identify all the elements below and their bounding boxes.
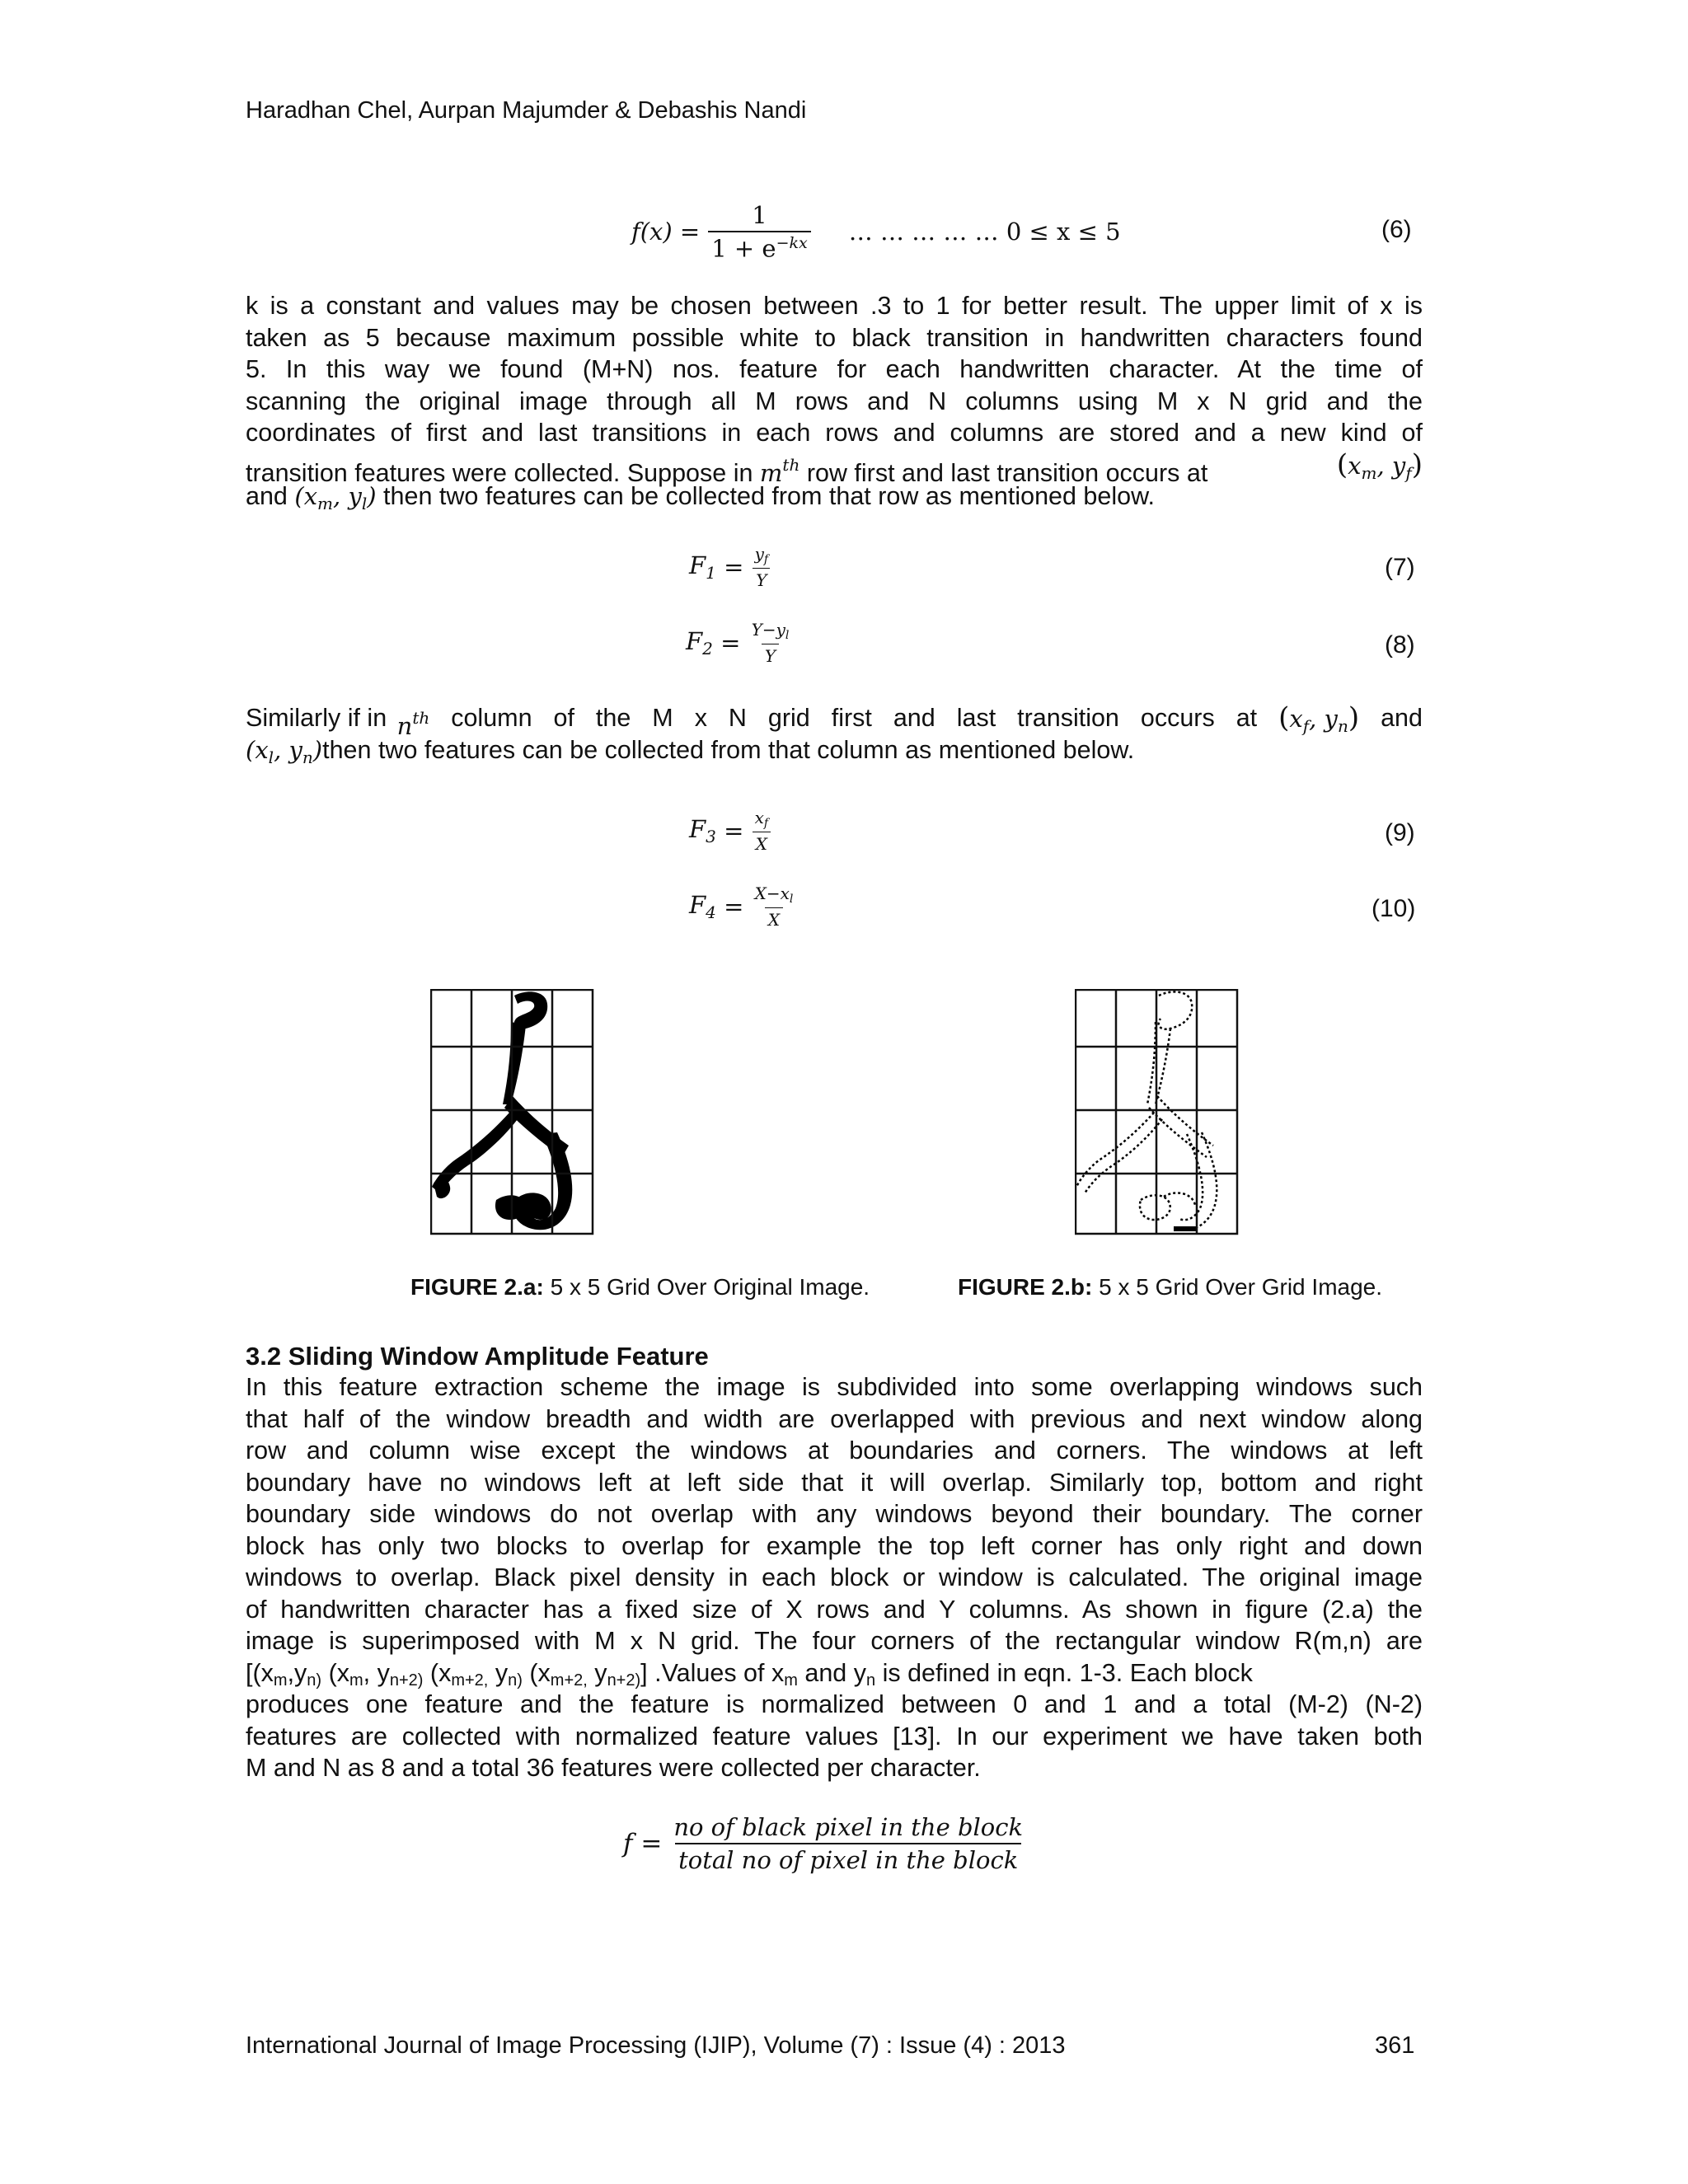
equation-density: f = $\frac{\text{no of black pixel in the block}}{\text{total no of pixel in the block}}$	[623, 1813, 1026, 1874]
text-line: row and column wise except the windows at boundaries and corners. The windows at left	[246, 1436, 1423, 1465]
figure-2b-image	[1075, 989, 1240, 1236]
text-line: M and N as 8 and a total 36 features were collected per character.	[246, 1754, 981, 1782]
paragraph-3	[246, 1371, 1423, 1784]
text-line: image is superimposed with M x N grid. The four corners of the rectangular window R(m,n) are	[246, 1627, 1423, 1655]
eq6-lhs: f(x) =	[631, 218, 701, 246]
text-line: transition features were collected. Suppose in $m^{th}$ row first and last transition occurs at ($x_m$, $y_f$)	[246, 448, 1423, 487]
equation-8: $F_2$ = $\frac{Y-y_l}{Y}$	[686, 620, 790, 666]
eq9-number: (9)	[1385, 819, 1415, 846]
eq6-numerator: 1	[752, 200, 767, 229]
text-line: ($x_l$, $y_n)then$ two features can be collected from that column as mentioned below.	[246, 735, 1135, 767]
text-line: boundary side windows do not overlap with any windows beyond their boundary. The corner	[246, 1500, 1423, 1528]
text-line: [(xm,yn) (xm, yn+2) (xm+2, yn) (xm+2, yn+2)] .Values of xm and yn is defined in eqn. 1-3. Each block	[246, 1658, 1253, 1690]
equation-7: $F_1$ = $\frac{y_f}{Y}$	[689, 544, 771, 590]
text-line: produces one feature and the feature is normalized between 0 and 1 and a total (M-2) (N-2)	[246, 1690, 1423, 1718]
figure-2a-caption: FIGURE 2.a: 5 x 5 Grid Over Original Image.	[410, 1274, 870, 1300]
text-line: and ($x_m$, $y_l$) then two features can be collected from that row as mentioned below.	[246, 482, 1155, 513]
eq6-exponent: −kx	[776, 233, 808, 252]
text-line: Similarly if in $n^{th}$ column of the M x N grid first and last transition occurs at ($x_f$, $y_n$) and	[246, 701, 1423, 740]
eq7-number: (7)	[1385, 554, 1415, 581]
eq11-numerator: no of black pixel in the block	[673, 1813, 1024, 1841]
text-line: boundary have no windows left at left side that it will overlap. Similarly top, bottom and right	[246, 1468, 1423, 1497]
page-number: 361	[1375, 2032, 1415, 2059]
equation-10: $F_4$ = $\frac{X-x_l}{X}$	[689, 883, 794, 930]
eq6-fraction	[708, 201, 811, 263]
eq11-denominator: total no of pixel in the block	[675, 1843, 1021, 1874]
section-heading: 3.2 Sliding Window Amplitude Feature	[246, 1342, 709, 1371]
text-line: In this feature extraction scheme the image is subdivided into some overlapping windows such	[246, 1373, 1423, 1401]
figure-2b-caption: FIGURE 2.b: 5 x 5 Grid Over Grid Image.	[958, 1274, 1383, 1300]
text-line: coordinates of first and last transitions in each rows and columns are stored and a new kind of	[246, 419, 1423, 447]
text-line: that half of the window breadth and width are overlapped with previous and next window along	[246, 1404, 1423, 1433]
eq6-number: (6)	[1381, 216, 1412, 243]
text-line: scanning the original image through all M rows and N columns using M x N grid and the	[246, 387, 1423, 415]
text-line: block has only two blocks to overlap for example the top left corner has only right and down	[246, 1531, 1423, 1560]
text-line: 5. In this way we found (M+N) nos. feature for each handwritten character. At the time of	[246, 355, 1423, 383]
eq6-denominator: 1 + e	[711, 234, 776, 263]
text-line: k is a constant and values may be chosen between .3 to 1 for better result. The upper limit of x is	[246, 292, 1423, 320]
figure-2a-image	[430, 989, 595, 1236]
eq8-number: (8)	[1385, 631, 1415, 658]
paragraph-1	[246, 290, 1423, 513]
text-line: windows to overlap. Black pixel density in each block or window is calculated. The original image	[246, 1563, 1423, 1591]
text-line: features are collected with normalized feature values [13]. In our experiment we have taken both	[246, 1722, 1423, 1750]
running-header: Haradhan Chel, Aurpan Majumder & Debashis Nandi	[246, 97, 807, 124]
paragraph-2	[246, 702, 1423, 766]
journal-footer: International Journal of Image Processing (IJIP), Volume (7) : Issue (4) : 2013	[246, 2032, 1066, 2059]
equation-9: $F_3$ = $\frac{x_f}{X}$	[689, 808, 771, 854]
equation-6	[631, 194, 1121, 269]
text-line: taken as 5 because maximum possible white to black transition in handwritten characters found	[246, 323, 1423, 352]
eq6-condition: … … … … … 0 ≤ x ≤ 5	[848, 218, 1121, 246]
text-line: of handwritten character has a fixed size of X rows and Y columns. As shown in figure (2.a) the	[246, 1595, 1423, 1624]
eq10-number: (10)	[1372, 895, 1416, 922]
